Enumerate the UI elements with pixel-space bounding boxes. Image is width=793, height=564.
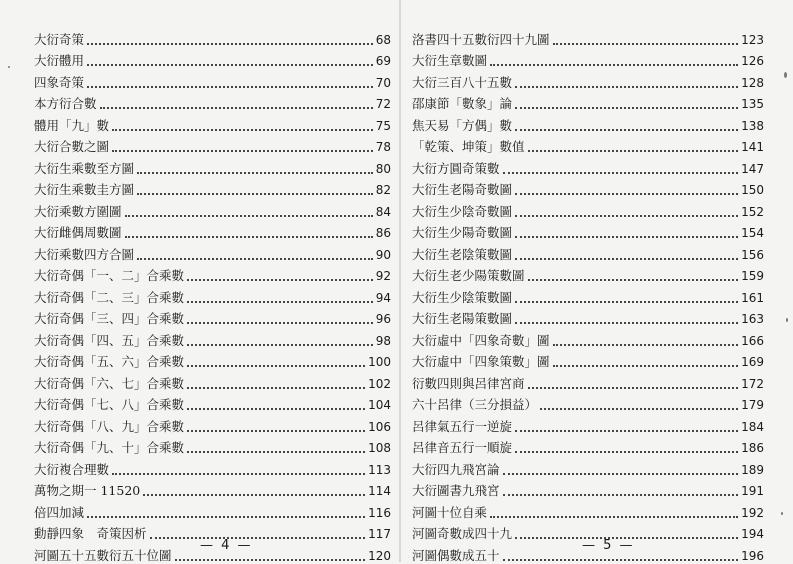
- toc-entry: [34, 349, 391, 371]
- dot-leader: [137, 258, 373, 260]
- dot-leader: [503, 473, 739, 475]
- dot-leader: [515, 258, 738, 260]
- scan-speck: [784, 72, 787, 78]
- toc-entry-title: 大衍生老陰策數圖: [412, 246, 513, 262]
- dot-leader: [187, 387, 365, 389]
- toc-entry: [34, 134, 391, 156]
- toc-entry-page: 163: [741, 312, 764, 326]
- dot-leader: [515, 193, 738, 195]
- toc-entry-title: 大衍生乘數圭方圖: [34, 182, 135, 197]
- toc-entry-page: 102: [368, 376, 391, 391]
- toc-entry-page: 147: [741, 161, 764, 176]
- toc-entry-page: 100: [368, 355, 391, 369]
- toc-entry-page: 84: [375, 204, 391, 219]
- toc-list-right: [412, 26, 764, 564]
- toc-entry-page: 154: [741, 226, 764, 240]
- toc-entry-page: 141: [741, 140, 764, 154]
- toc-entry: [412, 134, 764, 156]
- dot-leader: [143, 494, 365, 496]
- toc-entry: [34, 284, 391, 306]
- toc-entry: [412, 306, 764, 328]
- toc-entry-page: 96: [375, 312, 391, 326]
- dot-leader: [515, 451, 738, 453]
- toc-entry-page: 78: [375, 140, 391, 154]
- toc-entry-title: 大衍奇偶「七、八」合乘數: [34, 397, 185, 412]
- toc-entry-title: 六十呂律（三分損益）: [412, 397, 538, 412]
- toc-entry: [34, 370, 391, 392]
- toc-entry-title: 大衍生老陽策數圖: [412, 311, 513, 326]
- dot-leader: [150, 537, 366, 539]
- toc-entry-title: 大衍奇偶「六、七」合乘數: [34, 375, 185, 391]
- toc-entry-page: 92: [375, 269, 391, 283]
- toc-entry-title: 洛書四十五數衍四十九圖: [412, 31, 550, 47]
- dot-leader: [528, 387, 739, 389]
- toc-entry-title: 大衍虛中「四象奇數」圖: [412, 332, 550, 348]
- toc-entry-page: 114: [368, 484, 391, 498]
- toc-entry-title: 大衍雌偶周數圖: [34, 225, 122, 240]
- toc-entry: [34, 220, 391, 242]
- dot-leader: [503, 172, 739, 174]
- toc-entry-title: 大衍生少陽奇數圖: [412, 225, 513, 240]
- toc-entry: [34, 69, 391, 91]
- toc-entry: [412, 91, 764, 113]
- dot-leader: [187, 279, 373, 281]
- dot-leader: [553, 344, 739, 346]
- toc-entry-page: 196: [741, 548, 764, 563]
- toc-entry: [34, 392, 391, 414]
- toc-entry-page: 90: [375, 247, 391, 262]
- toc-entry: [412, 155, 764, 177]
- toc-entry-title: 河圖五十五數衍五十位圖: [34, 547, 172, 563]
- toc-entry: [412, 349, 764, 371]
- toc-entry-page: 98: [375, 333, 391, 348]
- toc-entry-title: 大衍乘數四方合圖: [34, 246, 135, 262]
- toc-entry-page: 106: [368, 419, 391, 434]
- dot-leader: [515, 215, 738, 217]
- dot-leader: [187, 344, 373, 346]
- dot-leader: [490, 516, 738, 518]
- toc-entry-title: 動靜四象 奇策因析: [34, 526, 147, 541]
- toc-entry: [34, 413, 391, 435]
- dot-leader: [87, 516, 365, 518]
- toc-entry: [412, 456, 764, 478]
- toc-entry-page: 138: [741, 118, 764, 133]
- dot-leader: [515, 107, 738, 109]
- page-number-left: — 4 —: [200, 538, 253, 553]
- toc-entry-title: 大衍乘數方圍圖: [34, 203, 122, 219]
- toc-entry: [34, 198, 391, 220]
- toc-entry: [34, 435, 391, 457]
- dot-leader: [528, 150, 739, 152]
- toc-entry: [412, 198, 764, 220]
- toc-entry-title: 大衍奇偶「八、九」合乘數: [34, 418, 185, 434]
- toc-entry-title: 大衍方圓奇策數: [412, 160, 500, 176]
- toc-entry-title: 衍數四則與呂律宮商: [412, 375, 525, 391]
- toc-entry: [412, 413, 764, 435]
- dot-leader: [87, 64, 373, 66]
- dot-leader: [515, 430, 738, 432]
- toc-entry: [34, 91, 391, 113]
- toc-entry-title: 大衍生乘數至方圖: [34, 160, 135, 176]
- toc-entry-title: 大衍生章數圖: [412, 53, 488, 68]
- toc-entry: [412, 284, 764, 306]
- toc-entry: [34, 456, 391, 478]
- toc-entry-title: 大衍體用: [34, 53, 85, 68]
- toc-entry: [412, 112, 764, 134]
- dot-leader: [137, 172, 373, 174]
- toc-entry: [412, 327, 764, 349]
- toc-entry-page: 108: [368, 441, 391, 455]
- toc-entry-page: 189: [741, 462, 764, 477]
- toc-entry-title: 大衍奇偶「九、十」合乘數: [34, 440, 185, 455]
- toc-entry-title: 倍四加減: [34, 504, 85, 520]
- toc-entry: [34, 48, 391, 70]
- toc-entry-page: 80: [375, 161, 391, 176]
- dot-leader: [515, 322, 738, 324]
- toc-entry-title: 大衍奇偶「一、二」合乘數: [34, 268, 185, 283]
- toc-entry: [412, 69, 764, 91]
- toc-entry: [34, 263, 391, 285]
- toc-entry: [34, 112, 391, 134]
- toc-entry: [34, 26, 391, 48]
- toc-entry: [412, 478, 764, 500]
- toc-entry-title: 河圖奇數成四十九: [412, 526, 513, 541]
- toc-entry: [412, 499, 764, 521]
- toc-entry-title: 大衍生老陽奇數圖: [412, 182, 513, 197]
- toc-entry-title: 呂律音五行一順旋: [412, 440, 513, 455]
- toc-entry: [412, 263, 764, 285]
- toc-entry-title: 大衍奇策: [34, 31, 85, 47]
- dot-leader: [137, 193, 373, 195]
- dot-leader: [187, 301, 373, 303]
- toc-entry-title: 大衍生少陰策數圖: [412, 289, 513, 305]
- toc-entry-title: 大衍複合理數: [34, 461, 110, 477]
- dot-leader: [125, 236, 373, 238]
- toc-entry-page: 116: [368, 505, 391, 520]
- dot-leader: [515, 236, 738, 238]
- toc-entry: [412, 26, 764, 48]
- toc-entry: [412, 392, 764, 414]
- toc-entry-page: 150: [741, 183, 764, 197]
- toc-entry-title: 邵康節「數象」論: [412, 96, 513, 111]
- toc-entry-title: 呂律氣五行一逆旋: [412, 418, 513, 434]
- toc-entry-page: 156: [741, 247, 764, 262]
- toc-entry-page: 123: [741, 32, 764, 47]
- dot-leader: [503, 494, 739, 496]
- toc-entry-page: 194: [741, 527, 764, 541]
- toc-entry-page: 117: [368, 527, 391, 541]
- dot-leader: [112, 473, 365, 475]
- toc-entry-title: 大衍三百八十五數: [412, 74, 513, 90]
- toc-entry-page: 172: [741, 376, 764, 391]
- toc-list-left: [34, 26, 391, 564]
- toc-entry-page: 113: [368, 462, 391, 477]
- toc-entry-page: 128: [741, 75, 764, 90]
- toc-entry-title: 大衍奇偶「五、六」合乘數: [34, 354, 185, 369]
- dot-leader: [112, 129, 373, 131]
- toc-entry: [34, 327, 391, 349]
- dot-leader: [540, 408, 738, 410]
- toc-entry: [34, 478, 391, 500]
- dot-leader: [125, 215, 373, 217]
- toc-entry-title: 大衍生老少陽策數圖: [412, 268, 525, 283]
- toc-entry-page: 72: [375, 97, 391, 111]
- toc-entry-page: 75: [375, 118, 391, 133]
- toc-entry: [412, 370, 764, 392]
- toc-entry-page: 169: [741, 355, 764, 369]
- toc-entry-title: 大衍圖書九飛宮: [412, 483, 500, 498]
- toc-entry-page: 120: [368, 548, 391, 563]
- toc-entry: [34, 177, 391, 199]
- dot-leader: [553, 43, 739, 45]
- dot-leader: [515, 129, 738, 131]
- dot-leader: [187, 322, 373, 324]
- toc-entry-page: 135: [741, 97, 764, 111]
- toc-entry-page: 70: [375, 75, 391, 90]
- toc-entry-page: 68: [375, 32, 391, 47]
- toc-entry-page: 159: [741, 269, 764, 283]
- toc-entry: [34, 306, 391, 328]
- dot-leader: [187, 451, 365, 453]
- toc-entry-page: 184: [741, 419, 764, 434]
- toc-entry-page: 69: [375, 54, 391, 68]
- toc-entry-page: 161: [741, 290, 764, 305]
- toc-entry-page: 179: [741, 398, 764, 412]
- toc-entry-page: 152: [741, 204, 764, 219]
- toc-entry-title: 大衍奇偶「二、三」合乘數: [34, 289, 185, 305]
- toc-entry: [412, 177, 764, 199]
- toc-entry: [412, 241, 764, 263]
- toc-entry-title: 四象奇策: [34, 74, 85, 90]
- toc-entry-page: 166: [741, 333, 764, 348]
- toc-entry: [412, 48, 764, 70]
- toc-entry: [34, 155, 391, 177]
- dot-leader: [87, 43, 373, 45]
- dot-leader: [553, 365, 739, 367]
- dot-leader: [100, 107, 373, 109]
- dot-leader: [515, 301, 738, 303]
- right-page: [400, 0, 793, 562]
- dot-leader: [87, 86, 373, 88]
- scan-speck: [8, 66, 10, 68]
- toc-entry-page: 126: [741, 54, 764, 68]
- toc-entry-title: 大衍奇偶「四、五」合乘數: [34, 332, 185, 348]
- toc-entry-title: 本方衍合數: [34, 96, 97, 111]
- toc-entry-page: 104: [368, 398, 391, 412]
- toc-entry-page: 82: [375, 183, 391, 197]
- toc-entry-page: 186: [741, 441, 764, 455]
- toc-entry-title: 河圖偶數成五十: [412, 547, 500, 563]
- page-number-right: — 5 —: [582, 538, 635, 553]
- toc-entry-title: 萬物之期一 11520: [34, 483, 141, 498]
- dot-leader: [490, 64, 738, 66]
- scan-speck: [781, 512, 783, 515]
- dot-leader: [112, 150, 373, 152]
- toc-entry: [34, 241, 391, 263]
- toc-entry: [412, 435, 764, 457]
- toc-entry: [412, 220, 764, 242]
- toc-entry-page: 86: [375, 226, 391, 240]
- dot-leader: [515, 86, 738, 88]
- toc-entry: [34, 499, 391, 521]
- scan-speck: [786, 318, 788, 322]
- toc-entry-page: 192: [741, 505, 764, 520]
- toc-entry-title: 大衍虛中「四象策數」圖: [412, 354, 550, 369]
- toc-entry-page: 191: [741, 484, 764, 498]
- dot-leader: [187, 365, 365, 367]
- toc-entry-page: 94: [375, 290, 391, 305]
- dot-leader: [187, 408, 365, 410]
- toc-entry-title: 大衍奇偶「三、四」合乘數: [34, 311, 185, 326]
- toc-entry-title: 河圖十位自乘: [412, 504, 488, 520]
- toc-entry-title: 「乾策、坤策」數值: [412, 139, 525, 154]
- dot-leader: [187, 430, 365, 432]
- toc-entry-title: 焦天易「方偶」數: [412, 117, 513, 133]
- dot-leader: [503, 559, 739, 561]
- dot-leader: [528, 279, 739, 281]
- toc-entry-title: 大衍四九飛宮論: [412, 461, 500, 477]
- toc-entry-title: 大衍生少陰奇數圖: [412, 203, 513, 219]
- dot-leader: [175, 559, 366, 561]
- toc-entry-title: 體用「九」數: [34, 117, 110, 133]
- toc-entry-title: 大衍合數之圖: [34, 139, 110, 154]
